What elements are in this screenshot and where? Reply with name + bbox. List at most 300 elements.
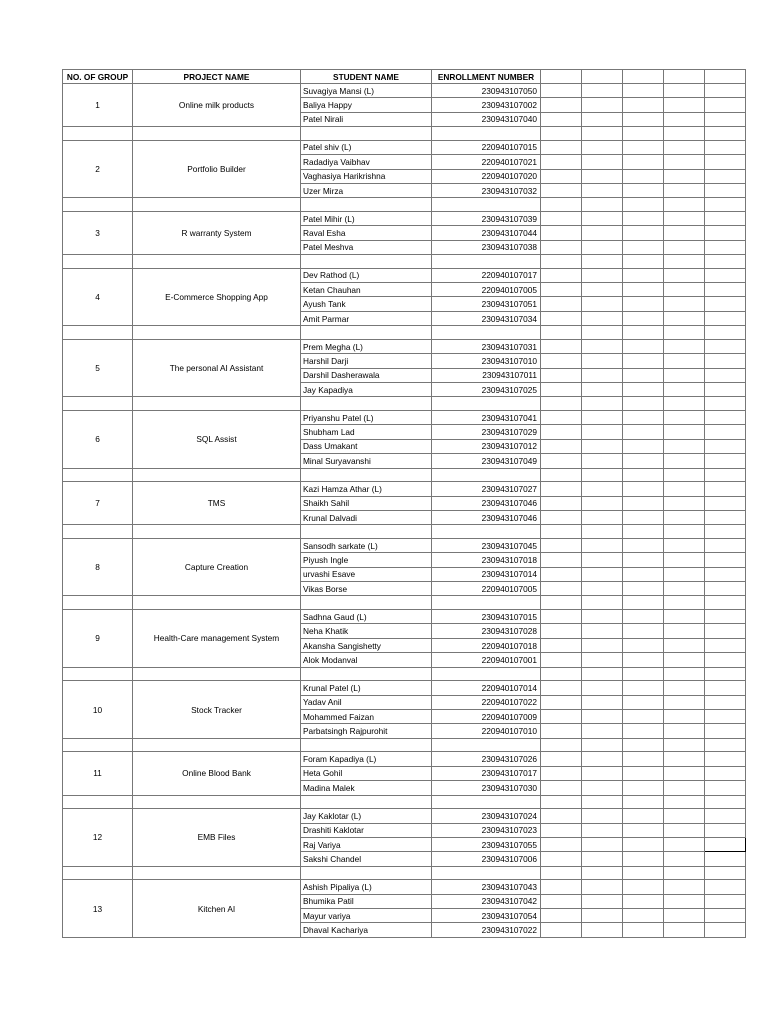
empty-cell[interactable] bbox=[623, 339, 664, 353]
student-name-cell[interactable]: Vikas Borse bbox=[301, 582, 432, 596]
empty-cell[interactable] bbox=[623, 610, 664, 624]
empty-cell[interactable] bbox=[582, 866, 623, 880]
empty-cell[interactable] bbox=[582, 198, 623, 212]
empty-cell[interactable] bbox=[664, 695, 705, 709]
empty-cell[interactable] bbox=[623, 624, 664, 638]
empty-cell[interactable] bbox=[63, 326, 133, 340]
student-name-cell[interactable]: Yadav Anil bbox=[301, 695, 432, 709]
empty-cell[interactable] bbox=[705, 326, 746, 340]
enrollment-number-cell[interactable]: 220940107022 bbox=[432, 695, 541, 709]
empty-cell[interactable] bbox=[541, 169, 582, 183]
empty-cell[interactable] bbox=[63, 866, 133, 880]
project-name-cell[interactable]: Online milk products bbox=[133, 84, 301, 127]
enrollment-number-cell[interactable]: 230943107041 bbox=[432, 411, 541, 425]
empty-cell[interactable] bbox=[541, 923, 582, 937]
group-number-cell[interactable]: 6 bbox=[63, 411, 133, 469]
empty-cell[interactable] bbox=[623, 752, 664, 766]
empty-cell[interactable] bbox=[623, 368, 664, 382]
empty-cell[interactable] bbox=[301, 468, 432, 482]
empty-cell[interactable] bbox=[541, 866, 582, 880]
empty-cell[interactable] bbox=[623, 852, 664, 866]
empty-cell[interactable] bbox=[582, 112, 623, 126]
empty-cell[interactable] bbox=[432, 866, 541, 880]
empty-cell[interactable] bbox=[63, 738, 133, 752]
empty-cell[interactable] bbox=[705, 155, 746, 169]
empty-cell[interactable] bbox=[541, 411, 582, 425]
empty-cell[interactable] bbox=[541, 894, 582, 908]
empty-cell[interactable] bbox=[623, 397, 664, 411]
enrollment-number-cell[interactable]: 230943107049 bbox=[432, 454, 541, 468]
empty-cell[interactable] bbox=[705, 553, 746, 567]
enrollment-number-cell[interactable]: 230943107055 bbox=[432, 837, 541, 851]
student-name-cell[interactable]: Sakshi Chandel bbox=[301, 852, 432, 866]
enrollment-number-cell[interactable]: 230943107006 bbox=[432, 852, 541, 866]
empty-cell[interactable] bbox=[541, 582, 582, 596]
empty-cell[interactable] bbox=[623, 226, 664, 240]
empty-cell[interactable] bbox=[432, 127, 541, 141]
empty-cell[interactable] bbox=[623, 837, 664, 851]
empty-cell[interactable] bbox=[582, 781, 623, 795]
empty-cell[interactable] bbox=[301, 667, 432, 681]
empty-cell[interactable] bbox=[541, 809, 582, 823]
empty-cell[interactable] bbox=[664, 283, 705, 297]
empty-cell[interactable] bbox=[582, 383, 623, 397]
empty-cell[interactable] bbox=[63, 198, 133, 212]
empty-cell[interactable] bbox=[705, 795, 746, 809]
empty-cell[interactable] bbox=[541, 468, 582, 482]
empty-cell[interactable] bbox=[582, 482, 623, 496]
empty-cell[interactable] bbox=[541, 383, 582, 397]
empty-cell[interactable] bbox=[664, 482, 705, 496]
empty-cell[interactable] bbox=[133, 397, 301, 411]
header-empty-cell[interactable] bbox=[541, 70, 582, 84]
empty-cell[interactable] bbox=[582, 98, 623, 112]
empty-cell[interactable] bbox=[541, 283, 582, 297]
empty-cell[interactable] bbox=[541, 781, 582, 795]
empty-cell[interactable] bbox=[705, 112, 746, 126]
empty-cell[interactable] bbox=[582, 852, 623, 866]
empty-cell[interactable] bbox=[582, 311, 623, 325]
student-name-cell[interactable]: Baliya Happy bbox=[301, 98, 432, 112]
enrollment-number-cell[interactable]: 220940107015 bbox=[432, 140, 541, 154]
project-name-cell[interactable]: Stock Tracker bbox=[133, 681, 301, 739]
empty-cell[interactable] bbox=[541, 198, 582, 212]
student-name-cell[interactable]: Ketan Chauhan bbox=[301, 283, 432, 297]
empty-cell[interactable] bbox=[664, 766, 705, 780]
empty-cell[interactable] bbox=[623, 411, 664, 425]
enrollment-number-cell[interactable]: 230943107045 bbox=[432, 538, 541, 552]
enrollment-number-cell[interactable]: 230943107043 bbox=[432, 880, 541, 894]
student-name-cell[interactable]: Suvagiya Mansi (L) bbox=[301, 84, 432, 98]
student-name-cell[interactable]: Patel Mihir (L) bbox=[301, 211, 432, 225]
empty-cell[interactable] bbox=[541, 183, 582, 197]
empty-cell[interactable] bbox=[432, 255, 541, 269]
student-name-cell[interactable]: Raval Esha bbox=[301, 226, 432, 240]
empty-cell[interactable] bbox=[705, 240, 746, 254]
empty-cell[interactable] bbox=[582, 155, 623, 169]
empty-cell[interactable] bbox=[623, 198, 664, 212]
empty-cell[interactable] bbox=[133, 738, 301, 752]
project-name-cell[interactable]: SQL Assist bbox=[133, 411, 301, 469]
empty-cell[interactable] bbox=[623, 112, 664, 126]
project-name-cell[interactable]: Online Blood Bank bbox=[133, 752, 301, 795]
empty-cell[interactable] bbox=[705, 880, 746, 894]
empty-cell[interactable] bbox=[301, 127, 432, 141]
group-number-cell[interactable]: 2 bbox=[63, 140, 133, 198]
empty-cell[interactable] bbox=[541, 695, 582, 709]
empty-cell[interactable] bbox=[623, 84, 664, 98]
empty-cell[interactable] bbox=[623, 866, 664, 880]
project-name-cell[interactable]: R warranty System bbox=[133, 211, 301, 254]
empty-cell[interactable] bbox=[541, 653, 582, 667]
empty-cell[interactable] bbox=[664, 837, 705, 851]
enrollment-number-cell[interactable]: 230943107018 bbox=[432, 553, 541, 567]
group-number-cell[interactable]: 3 bbox=[63, 211, 133, 254]
empty-cell[interactable] bbox=[582, 226, 623, 240]
empty-cell[interactable] bbox=[664, 596, 705, 610]
empty-cell[interactable] bbox=[623, 311, 664, 325]
empty-cell[interactable] bbox=[664, 198, 705, 212]
empty-cell[interactable] bbox=[664, 326, 705, 340]
empty-cell[interactable] bbox=[664, 169, 705, 183]
empty-cell[interactable] bbox=[432, 468, 541, 482]
enrollment-number-cell[interactable]: 230943107028 bbox=[432, 624, 541, 638]
project-name-cell[interactable]: Portfolio Builder bbox=[133, 140, 301, 198]
enrollment-number-cell[interactable]: 230943107044 bbox=[432, 226, 541, 240]
empty-cell[interactable] bbox=[705, 781, 746, 795]
empty-cell[interactable] bbox=[664, 724, 705, 738]
empty-cell[interactable] bbox=[582, 710, 623, 724]
empty-cell[interactable] bbox=[664, 383, 705, 397]
empty-cell[interactable] bbox=[582, 738, 623, 752]
empty-cell[interactable] bbox=[623, 127, 664, 141]
project-name-cell[interactable]: TMS bbox=[133, 482, 301, 525]
empty-cell[interactable] bbox=[664, 84, 705, 98]
empty-cell[interactable] bbox=[623, 667, 664, 681]
empty-cell[interactable] bbox=[582, 795, 623, 809]
empty-cell[interactable] bbox=[582, 880, 623, 894]
empty-cell[interactable] bbox=[582, 923, 623, 937]
enrollment-number-cell[interactable]: 230943107017 bbox=[432, 766, 541, 780]
empty-cell[interactable] bbox=[541, 837, 582, 851]
group-number-cell[interactable]: 1 bbox=[63, 84, 133, 127]
empty-cell[interactable] bbox=[582, 283, 623, 297]
empty-cell[interactable] bbox=[705, 425, 746, 439]
empty-cell[interactable] bbox=[623, 596, 664, 610]
empty-cell[interactable] bbox=[541, 610, 582, 624]
empty-cell[interactable] bbox=[623, 240, 664, 254]
empty-cell[interactable] bbox=[664, 624, 705, 638]
empty-cell[interactable] bbox=[582, 681, 623, 695]
empty-cell[interactable] bbox=[432, 397, 541, 411]
empty-cell[interactable] bbox=[705, 667, 746, 681]
empty-cell[interactable] bbox=[301, 326, 432, 340]
empty-cell[interactable] bbox=[301, 795, 432, 809]
empty-cell[interactable] bbox=[705, 297, 746, 311]
empty-cell[interactable] bbox=[664, 311, 705, 325]
empty-cell[interactable] bbox=[705, 823, 746, 837]
empty-cell[interactable] bbox=[705, 198, 746, 212]
student-name-cell[interactable]: Drashiti Kaklotar bbox=[301, 823, 432, 837]
enrollment-number-cell[interactable]: 220940107017 bbox=[432, 268, 541, 282]
empty-cell[interactable] bbox=[582, 169, 623, 183]
empty-cell[interactable] bbox=[541, 211, 582, 225]
empty-cell[interactable] bbox=[582, 567, 623, 581]
empty-cell[interactable] bbox=[432, 596, 541, 610]
empty-cell[interactable] bbox=[664, 339, 705, 353]
empty-cell[interactable] bbox=[705, 496, 746, 510]
empty-cell[interactable] bbox=[705, 538, 746, 552]
empty-cell[interactable] bbox=[664, 127, 705, 141]
enrollment-number-cell[interactable]: 230943107046 bbox=[432, 510, 541, 524]
empty-cell[interactable] bbox=[582, 525, 623, 539]
empty-cell[interactable] bbox=[664, 809, 705, 823]
enrollment-number-cell[interactable]: 220940107021 bbox=[432, 155, 541, 169]
enrollment-number-cell[interactable]: 230943107029 bbox=[432, 425, 541, 439]
header-project-name[interactable]: PROJECT NAME bbox=[133, 70, 301, 84]
enrollment-number-cell[interactable]: 230943107042 bbox=[432, 894, 541, 908]
empty-cell[interactable] bbox=[541, 127, 582, 141]
empty-cell[interactable] bbox=[623, 738, 664, 752]
student-name-cell[interactable]: Priyanshu Patel (L) bbox=[301, 411, 432, 425]
empty-cell[interactable] bbox=[705, 397, 746, 411]
empty-cell[interactable] bbox=[705, 752, 746, 766]
empty-cell[interactable] bbox=[623, 297, 664, 311]
enrollment-number-cell[interactable]: 230943107034 bbox=[432, 311, 541, 325]
header-empty-cell[interactable] bbox=[582, 70, 623, 84]
empty-cell[interactable] bbox=[664, 582, 705, 596]
empty-cell[interactable] bbox=[664, 610, 705, 624]
empty-cell[interactable] bbox=[301, 596, 432, 610]
empty-cell[interactable] bbox=[705, 84, 746, 98]
student-name-cell[interactable]: Kazi Hamza Athar (L) bbox=[301, 482, 432, 496]
empty-cell[interactable] bbox=[133, 525, 301, 539]
student-name-cell[interactable]: Uzer Mirza bbox=[301, 183, 432, 197]
empty-cell[interactable] bbox=[541, 852, 582, 866]
enrollment-number-cell[interactable]: 230943107025 bbox=[432, 383, 541, 397]
empty-cell[interactable] bbox=[63, 127, 133, 141]
empty-cell[interactable] bbox=[541, 311, 582, 325]
empty-cell[interactable] bbox=[133, 255, 301, 269]
empty-cell[interactable] bbox=[664, 211, 705, 225]
student-name-cell[interactable]: Jay Kaklotar (L) bbox=[301, 809, 432, 823]
empty-cell[interactable] bbox=[623, 268, 664, 282]
enrollment-number-cell[interactable]: 230943107051 bbox=[432, 297, 541, 311]
empty-cell[interactable] bbox=[541, 439, 582, 453]
empty-cell[interactable] bbox=[541, 880, 582, 894]
empty-cell[interactable] bbox=[623, 510, 664, 524]
student-name-cell[interactable]: Akansha Sangishetty bbox=[301, 638, 432, 652]
empty-cell[interactable] bbox=[623, 155, 664, 169]
empty-cell[interactable] bbox=[541, 525, 582, 539]
empty-cell[interactable] bbox=[623, 183, 664, 197]
student-name-cell[interactable]: Patel Meshva bbox=[301, 240, 432, 254]
empty-cell[interactable] bbox=[623, 439, 664, 453]
empty-cell[interactable] bbox=[705, 866, 746, 880]
empty-cell[interactable] bbox=[301, 525, 432, 539]
empty-cell[interactable] bbox=[664, 681, 705, 695]
empty-cell[interactable] bbox=[705, 454, 746, 468]
empty-cell[interactable] bbox=[541, 368, 582, 382]
empty-cell[interactable] bbox=[664, 354, 705, 368]
student-name-cell[interactable]: Alok Modanval bbox=[301, 653, 432, 667]
empty-cell[interactable] bbox=[582, 255, 623, 269]
empty-cell[interactable] bbox=[541, 297, 582, 311]
empty-cell[interactable] bbox=[664, 909, 705, 923]
empty-cell[interactable] bbox=[664, 226, 705, 240]
empty-cell[interactable] bbox=[432, 326, 541, 340]
empty-cell[interactable] bbox=[133, 127, 301, 141]
empty-cell[interactable] bbox=[541, 596, 582, 610]
empty-cell[interactable] bbox=[705, 368, 746, 382]
project-name-cell[interactable]: The personal AI Assistant bbox=[133, 339, 301, 397]
student-name-cell[interactable]: Dhaval Kachariya bbox=[301, 923, 432, 937]
student-name-cell[interactable]: Madina Malek bbox=[301, 781, 432, 795]
empty-cell[interactable] bbox=[623, 496, 664, 510]
empty-cell[interactable] bbox=[623, 354, 664, 368]
empty-cell[interactable] bbox=[623, 766, 664, 780]
student-name-cell[interactable]: Harshil Darji bbox=[301, 354, 432, 368]
empty-cell[interactable] bbox=[664, 183, 705, 197]
empty-cell[interactable] bbox=[582, 368, 623, 382]
empty-cell[interactable] bbox=[664, 268, 705, 282]
empty-cell[interactable] bbox=[705, 695, 746, 709]
empty-cell[interactable] bbox=[664, 510, 705, 524]
group-number-cell[interactable]: 13 bbox=[63, 880, 133, 938]
project-name-cell[interactable]: Health-Care management System bbox=[133, 610, 301, 668]
empty-cell[interactable] bbox=[582, 695, 623, 709]
empty-cell[interactable] bbox=[664, 468, 705, 482]
empty-cell[interactable] bbox=[582, 354, 623, 368]
empty-cell[interactable] bbox=[664, 454, 705, 468]
empty-cell[interactable] bbox=[664, 411, 705, 425]
empty-cell[interactable] bbox=[301, 397, 432, 411]
group-number-cell[interactable]: 4 bbox=[63, 268, 133, 326]
empty-cell[interactable] bbox=[705, 681, 746, 695]
student-name-cell[interactable]: Ayush Tank bbox=[301, 297, 432, 311]
empty-cell[interactable] bbox=[623, 425, 664, 439]
enrollment-number-cell[interactable]: 220940107009 bbox=[432, 710, 541, 724]
empty-cell[interactable] bbox=[623, 383, 664, 397]
empty-cell[interactable] bbox=[301, 198, 432, 212]
empty-cell[interactable] bbox=[705, 923, 746, 937]
empty-cell[interactable] bbox=[664, 667, 705, 681]
project-name-cell[interactable]: EMB Files bbox=[133, 809, 301, 867]
empty-cell[interactable] bbox=[541, 667, 582, 681]
header-empty-cell[interactable] bbox=[705, 70, 746, 84]
empty-cell[interactable] bbox=[705, 638, 746, 652]
enrollment-number-cell[interactable]: 230943107054 bbox=[432, 909, 541, 923]
enrollment-number-cell[interactable]: 230943107011 bbox=[432, 368, 541, 382]
enrollment-number-cell[interactable]: 230943107023 bbox=[432, 823, 541, 837]
empty-cell[interactable] bbox=[623, 326, 664, 340]
empty-cell[interactable] bbox=[705, 909, 746, 923]
empty-cell[interactable] bbox=[582, 596, 623, 610]
empty-cell[interactable] bbox=[664, 738, 705, 752]
empty-cell[interactable] bbox=[582, 837, 623, 851]
empty-cell[interactable] bbox=[705, 724, 746, 738]
enrollment-number-cell[interactable]: 230943107027 bbox=[432, 482, 541, 496]
empty-cell[interactable] bbox=[705, 624, 746, 638]
empty-cell[interactable] bbox=[582, 582, 623, 596]
enrollment-number-cell[interactable]: 230943107050 bbox=[432, 84, 541, 98]
empty-cell[interactable] bbox=[705, 283, 746, 297]
empty-cell[interactable] bbox=[63, 525, 133, 539]
student-name-cell[interactable]: Mohammed Faizan bbox=[301, 710, 432, 724]
student-name-cell[interactable]: Neha Khatik bbox=[301, 624, 432, 638]
empty-cell[interactable] bbox=[705, 255, 746, 269]
empty-cell[interactable] bbox=[664, 781, 705, 795]
group-number-cell[interactable]: 7 bbox=[63, 482, 133, 525]
enrollment-number-cell[interactable]: 230943107010 bbox=[432, 354, 541, 368]
empty-cell[interactable] bbox=[623, 255, 664, 269]
empty-cell[interactable] bbox=[705, 852, 746, 866]
enrollment-number-cell[interactable]: 220940107020 bbox=[432, 169, 541, 183]
student-name-cell[interactable]: Parbatsingh Rajpurohit bbox=[301, 724, 432, 738]
empty-cell[interactable] bbox=[541, 538, 582, 552]
empty-cell[interactable] bbox=[664, 297, 705, 311]
empty-cell[interactable] bbox=[541, 795, 582, 809]
empty-cell[interactable] bbox=[705, 482, 746, 496]
empty-cell[interactable] bbox=[623, 525, 664, 539]
empty-cell[interactable] bbox=[623, 638, 664, 652]
empty-cell[interactable] bbox=[664, 638, 705, 652]
enrollment-number-cell[interactable]: 230943107026 bbox=[432, 752, 541, 766]
group-number-cell[interactable]: 10 bbox=[63, 681, 133, 739]
project-name-cell[interactable]: Capture Creation bbox=[133, 538, 301, 596]
empty-cell[interactable] bbox=[623, 724, 664, 738]
empty-cell[interactable] bbox=[664, 140, 705, 154]
empty-cell[interactable] bbox=[301, 738, 432, 752]
empty-cell[interactable] bbox=[541, 482, 582, 496]
empty-cell[interactable] bbox=[541, 710, 582, 724]
empty-cell[interactable] bbox=[541, 454, 582, 468]
empty-cell[interactable] bbox=[623, 823, 664, 837]
empty-cell[interactable] bbox=[664, 368, 705, 382]
empty-cell[interactable] bbox=[541, 553, 582, 567]
project-name-cell[interactable]: Kitchen AI bbox=[133, 880, 301, 938]
empty-cell[interactable] bbox=[541, 326, 582, 340]
empty-cell[interactable] bbox=[664, 923, 705, 937]
empty-cell[interactable] bbox=[582, 766, 623, 780]
student-name-cell[interactable]: Patel Nirali bbox=[301, 112, 432, 126]
empty-cell[interactable] bbox=[705, 894, 746, 908]
enrollment-number-cell[interactable]: 220940107005 bbox=[432, 582, 541, 596]
empty-cell[interactable] bbox=[705, 211, 746, 225]
student-name-cell[interactable]: Foram Kapadiya (L) bbox=[301, 752, 432, 766]
empty-cell[interactable] bbox=[541, 510, 582, 524]
empty-cell[interactable] bbox=[63, 795, 133, 809]
enrollment-number-cell[interactable]: 230943107002 bbox=[432, 98, 541, 112]
empty-cell[interactable] bbox=[582, 752, 623, 766]
project-name-cell[interactable]: E-Commerce Shopping App bbox=[133, 268, 301, 326]
student-name-cell[interactable]: Dass Umakant bbox=[301, 439, 432, 453]
empty-cell[interactable] bbox=[705, 383, 746, 397]
empty-cell[interactable] bbox=[582, 538, 623, 552]
student-name-cell[interactable]: Ashish Pipaliya (L) bbox=[301, 880, 432, 894]
enrollment-number-cell[interactable]: 220940107005 bbox=[432, 283, 541, 297]
empty-cell[interactable] bbox=[582, 667, 623, 681]
empty-cell[interactable] bbox=[541, 752, 582, 766]
empty-cell[interactable] bbox=[705, 169, 746, 183]
empty-cell[interactable] bbox=[705, 468, 746, 482]
empty-cell[interactable] bbox=[582, 183, 623, 197]
empty-cell[interactable] bbox=[432, 525, 541, 539]
empty-cell[interactable] bbox=[582, 339, 623, 353]
empty-cell[interactable] bbox=[582, 439, 623, 453]
student-name-cell[interactable]: Piyush Ingle bbox=[301, 553, 432, 567]
student-name-cell[interactable]: Krunal Patel (L) bbox=[301, 681, 432, 695]
